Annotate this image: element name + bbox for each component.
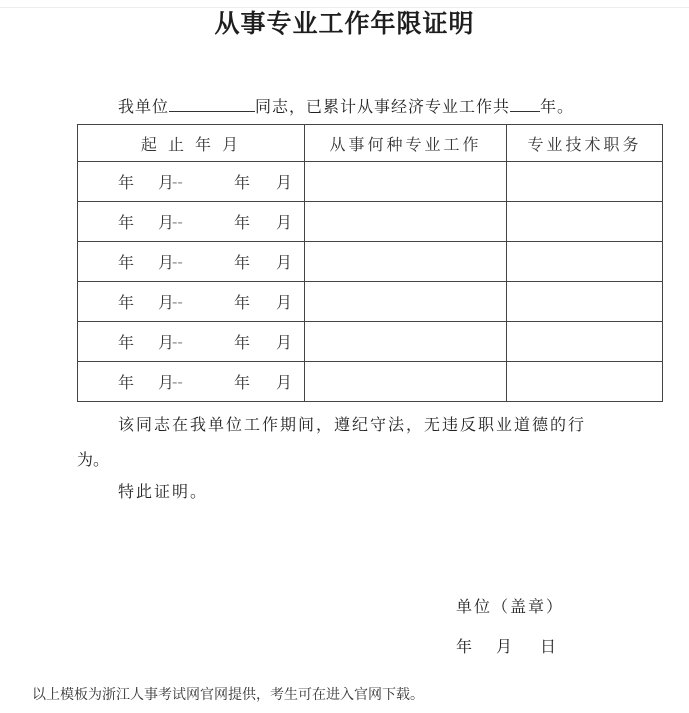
- footnote: 以上模板为浙江人事考试网官网提供，考生可在进入官网下载。: [32, 687, 424, 703]
- title-cell: [507, 362, 663, 402]
- header-period: 起 止 年 月: [78, 125, 305, 162]
- statement-line1: 该同志在我单位工作期间，遵纪守法，无违反职业道德的行: [118, 415, 587, 434]
- title-cell: [507, 202, 663, 242]
- title-cell: [507, 242, 663, 282]
- statement-line2: 为。: [77, 450, 110, 469]
- intro-part2: 同志，已累计从事经济专业工作共: [255, 97, 511, 116]
- header-work: 从事何种专业工作: [305, 125, 507, 162]
- signature-date: [456, 634, 556, 657]
- period-cell: 年 月 -- 年 月: [118, 372, 293, 392]
- document-title: 从事专业工作年限证明: [214, 9, 475, 38]
- period-cell: 年 月 -- 年 月: [118, 212, 293, 232]
- work-cell: [305, 202, 507, 242]
- table-row: [78, 162, 663, 202]
- period-cell: 年 月 -- 年 月: [118, 252, 293, 272]
- intro-part3: 年。: [540, 97, 575, 116]
- period-cell: 年 月 -- 年 月: [118, 332, 293, 352]
- header-title: 专业技术职务: [507, 125, 663, 162]
- date-day: 日: [540, 637, 557, 656]
- work-cell: [305, 282, 507, 322]
- table-row: [78, 322, 663, 362]
- table-row: [78, 282, 663, 322]
- table-row: [78, 202, 663, 242]
- work-cell: [305, 242, 507, 282]
- date-year: 年: [456, 637, 473, 656]
- title-cell: [507, 162, 663, 202]
- work-cell: [305, 362, 507, 402]
- name-blank: [169, 97, 255, 112]
- period-cell: 年 月 -- 年 月: [118, 292, 293, 312]
- work-cell: [305, 162, 507, 202]
- table-row: [78, 362, 663, 402]
- intro-sentence: [118, 94, 574, 117]
- work-cell: [305, 322, 507, 362]
- intro-part1: 我单位: [118, 97, 170, 116]
- closing-text: 特此证明。: [118, 482, 209, 501]
- years-blank: [510, 97, 540, 112]
- title-cell: [507, 322, 663, 362]
- date-month: 月: [496, 637, 513, 656]
- signature-unit: 单位（盖章）: [456, 597, 565, 616]
- title-cell: [507, 282, 663, 322]
- table-header-row: [78, 125, 663, 162]
- period-cell: 年 月 -- 年 月: [118, 172, 293, 192]
- table-row: [78, 242, 663, 282]
- work-history-table: [77, 124, 663, 402]
